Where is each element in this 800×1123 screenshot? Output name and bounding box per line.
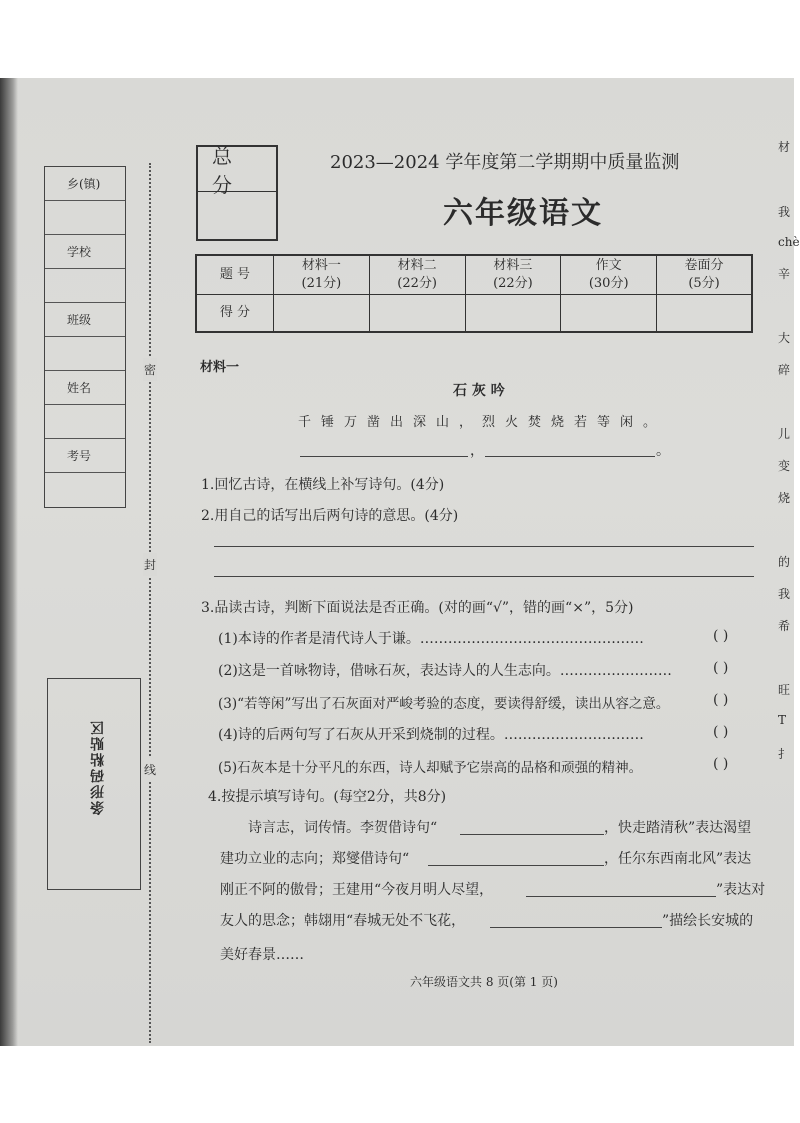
right-edge-char: 希: [778, 619, 791, 633]
q3-answer-2[interactable]: ( ): [713, 660, 729, 676]
poem-line: 千锤万凿出深山，烈火焚烧若等闲。: [298, 415, 667, 430]
poem-blank-1[interactable]: [300, 456, 468, 457]
q3-item-1: (1)本诗的作者是清代诗人于谦。…………………………………………: [218, 631, 644, 647]
class-label: 班级: [45, 303, 125, 337]
q4-text-2b: ，任尔东西南北风”表达: [604, 851, 752, 867]
q4-text-1b: ，快走踏清秋”表达渴望: [604, 820, 752, 836]
exam-paper: [0, 78, 800, 1046]
town-label: 乡(镇): [45, 167, 125, 201]
score-cell[interactable]: [465, 295, 561, 333]
q4-text-3a: 刚正不阿的傲骨；王建用“今夜月明人尽望，: [220, 882, 494, 898]
question-2: 2.用自己的话写出后两句诗的意思。(4分): [201, 508, 459, 524]
question-3: 3.品读古诗，判断下面说法是否正确。(对的画“√”，错的画“×”，5分): [201, 600, 634, 616]
question-1: 1.回忆古诗，在横线上补写诗句。(4分): [201, 477, 445, 493]
score-table: [195, 254, 753, 333]
right-edge-char: chè: [778, 235, 800, 249]
score-col-material-2: 材料二 (22分): [369, 255, 465, 295]
right-edge-char: 碎: [778, 363, 791, 377]
right-edge-char: 儿: [778, 427, 791, 441]
q4-text-5: 美好春景……: [220, 947, 304, 963]
right-edge-char: 扌: [778, 747, 791, 761]
total-score-label: 总 分: [198, 147, 276, 192]
name-label: 姓名: [45, 371, 125, 405]
q3-answer-5[interactable]: ( ): [713, 756, 729, 772]
section-heading: 材料一: [200, 360, 240, 375]
poem-blank-2[interactable]: [485, 456, 655, 457]
q3-answer-3[interactable]: ( ): [713, 692, 729, 708]
student-info-box: [44, 166, 126, 508]
score-col-essay: 作文 (30分): [561, 255, 657, 295]
question-4: 4.按提示填写诗句。(每空2分，共8分): [208, 789, 447, 805]
q4-blank-3[interactable]: [526, 896, 716, 897]
barcode-label: 条形码粘贴区: [90, 719, 106, 815]
q3-answer-1[interactable]: ( ): [713, 628, 729, 644]
answer-line-1[interactable]: [214, 546, 754, 547]
class-field[interactable]: [45, 337, 125, 371]
right-edge-char: 的: [778, 555, 791, 569]
seal-char-feng: 封: [143, 553, 157, 576]
q4-blank-2[interactable]: [428, 865, 604, 866]
q4-text-4b: ”描绘长安城的: [662, 913, 754, 929]
poem-title: 石 灰 吟: [453, 383, 505, 399]
name-field[interactable]: [45, 405, 125, 439]
right-edge-char: 烧: [778, 491, 791, 505]
right-edge-char: 我: [778, 205, 791, 219]
q4-text-3b: ”表达对: [716, 882, 766, 898]
q4-blank-1[interactable]: [460, 834, 604, 835]
right-edge-char: 材: [778, 140, 791, 154]
town-field[interactable]: [45, 201, 125, 235]
exam-number-field[interactable]: [45, 473, 125, 507]
seal-dotted-line: [149, 163, 151, 1043]
school-field[interactable]: [45, 269, 125, 303]
exam-number-label: 考号: [45, 439, 125, 473]
answer-line-2[interactable]: [214, 576, 754, 577]
q4-text-2a: 建功立业的志向；郑燮借诗句“: [220, 851, 410, 867]
score-col-material-3: 材料三 (22分): [465, 255, 561, 295]
q4-text-4a: 友人的思念；韩翃用“春城无处不飞花，: [220, 913, 466, 929]
q3-item-5: (5)石灰本是十分平凡的东西，诗人却赋予它崇高的品格和顽强的精神。: [218, 760, 643, 776]
school-label: 学校: [45, 235, 125, 269]
q3-answer-4[interactable]: ( ): [713, 724, 729, 740]
score-col-material-1: 材料一 (21分): [274, 255, 370, 295]
barcode-area: [47, 678, 141, 890]
right-edge-char: 我: [778, 587, 791, 601]
q4-blank-4[interactable]: [490, 927, 662, 928]
score-cell[interactable]: [369, 295, 465, 333]
q3-item-4: (4)诗的后两句写了石灰从开采到烧制的过程。…………………………: [218, 727, 644, 743]
question-number-label: 题 号: [196, 255, 274, 295]
right-edge-char: 旺: [778, 683, 791, 697]
score-cell[interactable]: [657, 295, 752, 333]
poem-blank-end: 。: [656, 443, 670, 459]
right-edge-char: 辛: [778, 267, 791, 281]
page-footer: 六年级语文共 8 页(第 1 页): [410, 975, 558, 989]
q4-text-1a: 诗言志，词传情。李贺借诗句“: [248, 820, 438, 836]
seal-char-xian: 线: [143, 758, 157, 781]
score-col-neatness: 卷面分 (5分): [657, 255, 752, 295]
q3-item-3: (3)“若等闲”写出了石灰面对严峻考验的态度，要读得舒缓，读出从容之意。: [218, 696, 670, 712]
right-edge-char: 变: [778, 459, 791, 473]
score-cell[interactable]: [274, 295, 370, 333]
score-cell[interactable]: [561, 295, 657, 333]
right-edge-char: 大: [778, 331, 791, 345]
subject-title: 六年级语文: [443, 196, 603, 231]
poem-blank-separator: ，: [470, 443, 484, 459]
total-score-box: [196, 145, 278, 241]
exam-year-title: 2023—2024 学年度第二学期期中质量监测: [330, 152, 680, 173]
seal-char-mi: 密: [143, 358, 157, 381]
right-edge-char: T: [778, 713, 787, 727]
score-row-label: 得 分: [196, 295, 274, 333]
q3-item-2: (2)这是一首咏物诗，借咏石灰，表达诗人的人生志向。……………………: [218, 663, 672, 679]
